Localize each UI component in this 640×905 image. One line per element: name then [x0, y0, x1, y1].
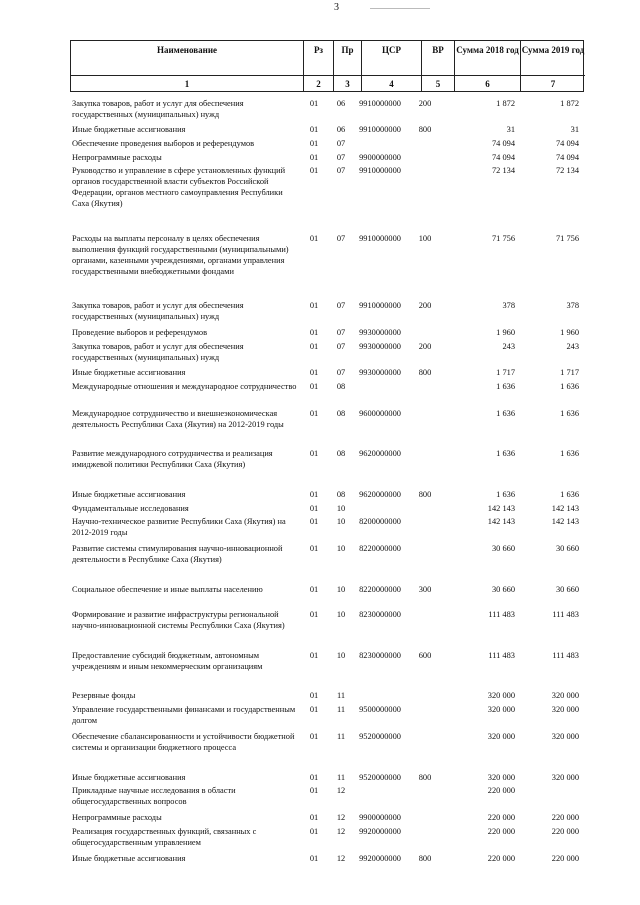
- row-name: Непрограммные расходы: [72, 153, 162, 162]
- row-csr: 9930000000: [359, 342, 401, 351]
- header-vr-cell: [422, 41, 455, 91]
- row-rz: 01: [309, 827, 319, 836]
- row-sum-2019: 1 636: [560, 490, 579, 499]
- row-rz: 01: [309, 854, 319, 863]
- row-csr: 8230000000: [359, 651, 401, 660]
- row-csr: 9920000000: [359, 854, 401, 863]
- row-rz: 01: [309, 517, 319, 526]
- row-name: Реализация государственных функций, связанных с общегосударственным управлением: [72, 827, 257, 847]
- row-name: Закупка товаров, работ и услуг для обеспечения государственных (муниципальных) нужд: [72, 99, 244, 119]
- row-pr: 07: [336, 328, 346, 337]
- row-csr: 9600000000: [359, 409, 401, 418]
- row-csr: 9930000000: [359, 328, 401, 337]
- row-name: Обеспечение проведения выборов и референдумов: [72, 139, 255, 148]
- row-csr: 9900000000: [359, 153, 401, 162]
- table-header: [70, 40, 584, 92]
- row-sum-2019: 111 483: [552, 610, 579, 619]
- row-vr: 200: [418, 301, 432, 310]
- row-pr: 08: [336, 382, 346, 391]
- row-sum-2018: 1 717: [496, 368, 515, 377]
- row-csr: 9900000000: [359, 813, 401, 822]
- row-pr: 12: [336, 854, 346, 863]
- row-csr: 9520000000: [359, 732, 401, 741]
- row-sum-2018: 320 000: [487, 705, 515, 714]
- row-sum-2019: 72 134: [555, 166, 579, 175]
- row-rz: 01: [309, 544, 319, 553]
- row-name: Иные бюджетные ассигнования: [72, 773, 186, 782]
- row-sum-2018: 220 000: [487, 854, 515, 863]
- row-rz: 01: [309, 139, 319, 148]
- scan-artifact: [370, 8, 430, 9]
- row-sum-2018: 31: [506, 125, 515, 134]
- row-sum-2019: 1 717: [560, 368, 579, 377]
- row-name: Иные бюджетные ассигнования: [72, 125, 186, 134]
- row-pr: 10: [336, 585, 346, 594]
- row-rz: 01: [309, 166, 319, 175]
- row-sum-2019: 74 094: [555, 153, 579, 162]
- row-pr: 07: [336, 139, 346, 148]
- row-sum-2018: 220 000: [487, 813, 515, 822]
- page-number: 3: [334, 2, 339, 13]
- row-rz: 01: [309, 409, 319, 418]
- row-csr: 9910000000: [359, 125, 401, 134]
- row-name: Иные бюджетные ассигнования: [72, 490, 186, 499]
- row-sum-2019: 320 000: [551, 773, 579, 782]
- row-name: Развитие международного сотрудничества и реализация имиджевой политики Республики Саха (Якутия): [72, 449, 273, 469]
- row-vr: 300: [418, 585, 432, 594]
- header-sum2019-cell: [521, 41, 585, 91]
- row-csr: 9910000000: [359, 234, 401, 243]
- header-rz-cell: [304, 41, 334, 91]
- row-sum-2019: 220 000: [551, 813, 579, 822]
- row-sum-2018: 220 000: [487, 827, 515, 836]
- row-pr: 08: [336, 449, 346, 458]
- row-sum-2019: 320 000: [551, 732, 579, 741]
- row-pr: 07: [336, 166, 346, 175]
- row-sum-2019: 31: [570, 125, 579, 134]
- row-name: Управление государственными финансами и государственным долгом: [72, 705, 296, 725]
- header-num-2: 2: [316, 79, 321, 89]
- row-pr: 08: [336, 409, 346, 418]
- row-pr: 07: [336, 342, 346, 351]
- row-pr: 12: [336, 827, 346, 836]
- row-sum-2018: 1 636: [496, 449, 515, 458]
- row-sum-2019: 1 636: [560, 409, 579, 418]
- row-sum-2019: 1 960: [560, 328, 579, 337]
- row-sum-2018: 378: [502, 301, 515, 310]
- row-csr: 8230000000: [359, 610, 401, 619]
- row-sum-2018: 320 000: [487, 773, 515, 782]
- header-csr: ЦСР: [382, 45, 401, 55]
- row-rz: 01: [309, 125, 319, 134]
- header-csr-cell: [362, 41, 422, 91]
- row-name: Международное сотрудничество и внешнеэкономическая деятельность Республики Саха (Якутия) на 2012-2019 годы: [72, 409, 284, 429]
- row-sum-2018: 220 000: [487, 786, 515, 795]
- row-vr: 800: [418, 125, 432, 134]
- row-csr: 9930000000: [359, 368, 401, 377]
- row-rz: 01: [309, 585, 319, 594]
- row-rz: 01: [309, 301, 319, 310]
- row-rz: 01: [309, 651, 319, 660]
- row-sum-2018: 30 660: [491, 585, 515, 594]
- row-sum-2018: 1 636: [496, 490, 515, 499]
- row-pr: 11: [336, 691, 346, 700]
- row-pr: 10: [336, 504, 346, 513]
- row-vr: 800: [418, 368, 432, 377]
- header-name: Наименование: [157, 45, 217, 55]
- row-rz: 01: [309, 773, 319, 782]
- row-rz: 01: [309, 786, 319, 795]
- row-sum-2019: 30 660: [555, 544, 579, 553]
- row-csr: 9620000000: [359, 490, 401, 499]
- row-csr: 9920000000: [359, 827, 401, 836]
- row-rz: 01: [309, 691, 319, 700]
- row-vr: 200: [418, 342, 432, 351]
- row-sum-2018: 71 756: [491, 234, 515, 243]
- row-pr: 10: [336, 517, 346, 526]
- row-rz: 01: [309, 368, 319, 377]
- header-sum2018: Сумма 2018 год: [456, 45, 519, 55]
- row-name: Непрограммные расходы: [72, 813, 162, 822]
- row-pr: 12: [336, 786, 346, 795]
- header-name-cell: [71, 41, 304, 91]
- row-rz: 01: [309, 705, 319, 714]
- header-sum2018-cell: [455, 41, 521, 91]
- row-rz: 01: [309, 490, 319, 499]
- row-name: Международные отношения и международное сотрудничество: [72, 382, 297, 391]
- row-csr: 8220000000: [359, 544, 401, 553]
- row-name: Руководство и управление в сфере установленных функций органов государственной власти субъектов Российской Федерации, органов местного самоуправления Республики Саха (Якутия): [72, 166, 286, 208]
- row-rz: 01: [309, 813, 319, 822]
- row-pr: 07: [336, 368, 346, 377]
- row-sum-2019: 220 000: [551, 827, 579, 836]
- row-sum-2018: 320 000: [487, 732, 515, 741]
- row-sum-2018: 74 094: [491, 139, 515, 148]
- row-csr: 9910000000: [359, 99, 401, 108]
- header-num-7: 7: [550, 79, 556, 89]
- row-sum-2019: 320 000: [551, 705, 579, 714]
- row-vr: 200: [418, 99, 432, 108]
- row-name: Иные бюджетные ассигнования: [72, 368, 186, 377]
- row-sum-2019: 142 143: [551, 517, 579, 526]
- row-name: Формирование и развитие инфраструктуры региональной научно-инновационной системы Республики Саха (Якутия): [72, 610, 285, 630]
- row-rz: 01: [309, 234, 319, 243]
- row-sum-2019: 1 636: [560, 449, 579, 458]
- row-vr: 800: [418, 773, 432, 782]
- header-num-1: 1: [184, 79, 190, 89]
- row-name: Резервные фонды: [72, 691, 136, 700]
- row-pr: 10: [336, 610, 346, 619]
- row-rz: 01: [309, 99, 319, 108]
- row-csr: 9910000000: [359, 301, 401, 310]
- row-sum-2018: 142 143: [487, 504, 515, 513]
- row-name: Закупка товаров, работ и услуг для обеспечения государственных (муниципальных) нужд: [72, 342, 244, 362]
- row-sum-2018: 1 636: [496, 382, 515, 391]
- row-sum-2019: 378: [566, 301, 579, 310]
- row-pr: 10: [336, 651, 346, 660]
- header-vr: ВР: [432, 45, 444, 55]
- row-pr: 11: [336, 732, 346, 741]
- row-sum-2018: 111 483: [488, 610, 515, 619]
- row-pr: 07: [336, 301, 346, 310]
- row-vr: 800: [418, 490, 432, 499]
- row-rz: 01: [309, 342, 319, 351]
- row-sum-2018: 30 660: [491, 544, 515, 553]
- row-sum-2019: 142 143: [551, 504, 579, 513]
- row-pr: 12: [336, 813, 346, 822]
- row-rz: 01: [309, 610, 319, 619]
- row-rz: 01: [309, 449, 319, 458]
- row-sum-2019: 71 756: [555, 234, 579, 243]
- row-rz: 01: [309, 732, 319, 741]
- row-name: Иные бюджетные ассигнования: [72, 854, 186, 863]
- row-sum-2019: 1 636: [560, 382, 579, 391]
- row-pr: 06: [336, 125, 346, 134]
- header-rz: Рз: [313, 45, 324, 55]
- row-sum-2019: 111 483: [552, 651, 579, 660]
- row-name: Прикладные научные исследования в области общегосударственных вопросов: [72, 786, 236, 806]
- row-sum-2019: 243: [566, 342, 579, 351]
- row-pr: 07: [336, 234, 346, 243]
- row-name: Расходы на выплаты персоналу в целях обеспечения выполнения функций государственными (муниципальными) органами, казенными учреждениями, органами управления государственными внебюджетными фондами: [72, 234, 289, 276]
- row-name: Научно-техническое развитие Республики Саха (Якутия) на 2012-2019 годы: [72, 517, 286, 537]
- header-num-4: 4: [389, 79, 394, 89]
- row-rz: 01: [309, 382, 319, 391]
- row-sum-2018: 72 134: [491, 166, 515, 175]
- row-rz: 01: [309, 153, 319, 162]
- row-name: Проведение выборов и референдумов: [72, 328, 208, 337]
- row-sum-2018: 142 143: [487, 517, 515, 526]
- row-sum-2018: 1 636: [496, 409, 515, 418]
- row-vr: 600: [418, 651, 432, 660]
- row-name: Обеспечение сбалансированности и устойчивости бюджетной системы и организации бюджетного процесса: [72, 732, 295, 752]
- header-sum2019: Сумма 2019 год: [521, 45, 585, 55]
- row-name: Предоставление субсидий бюджетным, автономным учреждениям и иным некоммерческим организациям: [72, 651, 263, 671]
- row-sum-2018: 1 960: [496, 328, 515, 337]
- header-num-6: 6: [485, 79, 490, 89]
- header-num-5: 5: [435, 79, 441, 89]
- row-name: Закупка товаров, работ и услуг для обеспечения государственных (муниципальных) нужд: [72, 301, 244, 321]
- row-vr: 100: [418, 234, 432, 243]
- row-sum-2019: 1 872: [560, 99, 579, 108]
- header-num-3: 3: [345, 79, 350, 89]
- row-sum-2019: 320 000: [551, 691, 579, 700]
- row-vr: 800: [418, 854, 432, 863]
- row-sum-2019: 220 000: [551, 854, 579, 863]
- row-pr: 08: [336, 490, 346, 499]
- row-csr: 8200000000: [359, 517, 401, 526]
- row-sum-2018: 1 872: [496, 99, 515, 108]
- row-csr: 9910000000: [359, 166, 401, 175]
- row-name: Фундаментальные исследования: [72, 504, 189, 513]
- row-pr: 10: [336, 544, 346, 553]
- row-pr: 07: [336, 153, 346, 162]
- row-rz: 01: [309, 504, 319, 513]
- row-name: Развитие системы стимулирования научно-инновационной деятельности в Республике Саха (Якутия): [72, 544, 283, 564]
- header-pr-cell: [334, 41, 362, 91]
- row-pr: 11: [336, 705, 346, 714]
- row-csr: 9620000000: [359, 449, 401, 458]
- row-pr: 06: [336, 99, 346, 108]
- row-csr: 8220000000: [359, 585, 401, 594]
- row-sum-2018: 111 483: [488, 651, 515, 660]
- row-sum-2019: 30 660: [555, 585, 579, 594]
- row-name: Социальное обеспечение и иные выплаты населению: [72, 585, 263, 594]
- row-pr: 11: [336, 773, 346, 782]
- row-sum-2018: 243: [502, 342, 515, 351]
- row-csr: 9500000000: [359, 705, 401, 714]
- row-csr: 9520000000: [359, 773, 401, 782]
- row-sum-2019: 74 094: [555, 139, 579, 148]
- row-sum-2018: 74 094: [491, 153, 515, 162]
- row-sum-2018: 320 000: [487, 691, 515, 700]
- header-pr: Пр: [341, 45, 354, 55]
- row-rz: 01: [309, 328, 319, 337]
